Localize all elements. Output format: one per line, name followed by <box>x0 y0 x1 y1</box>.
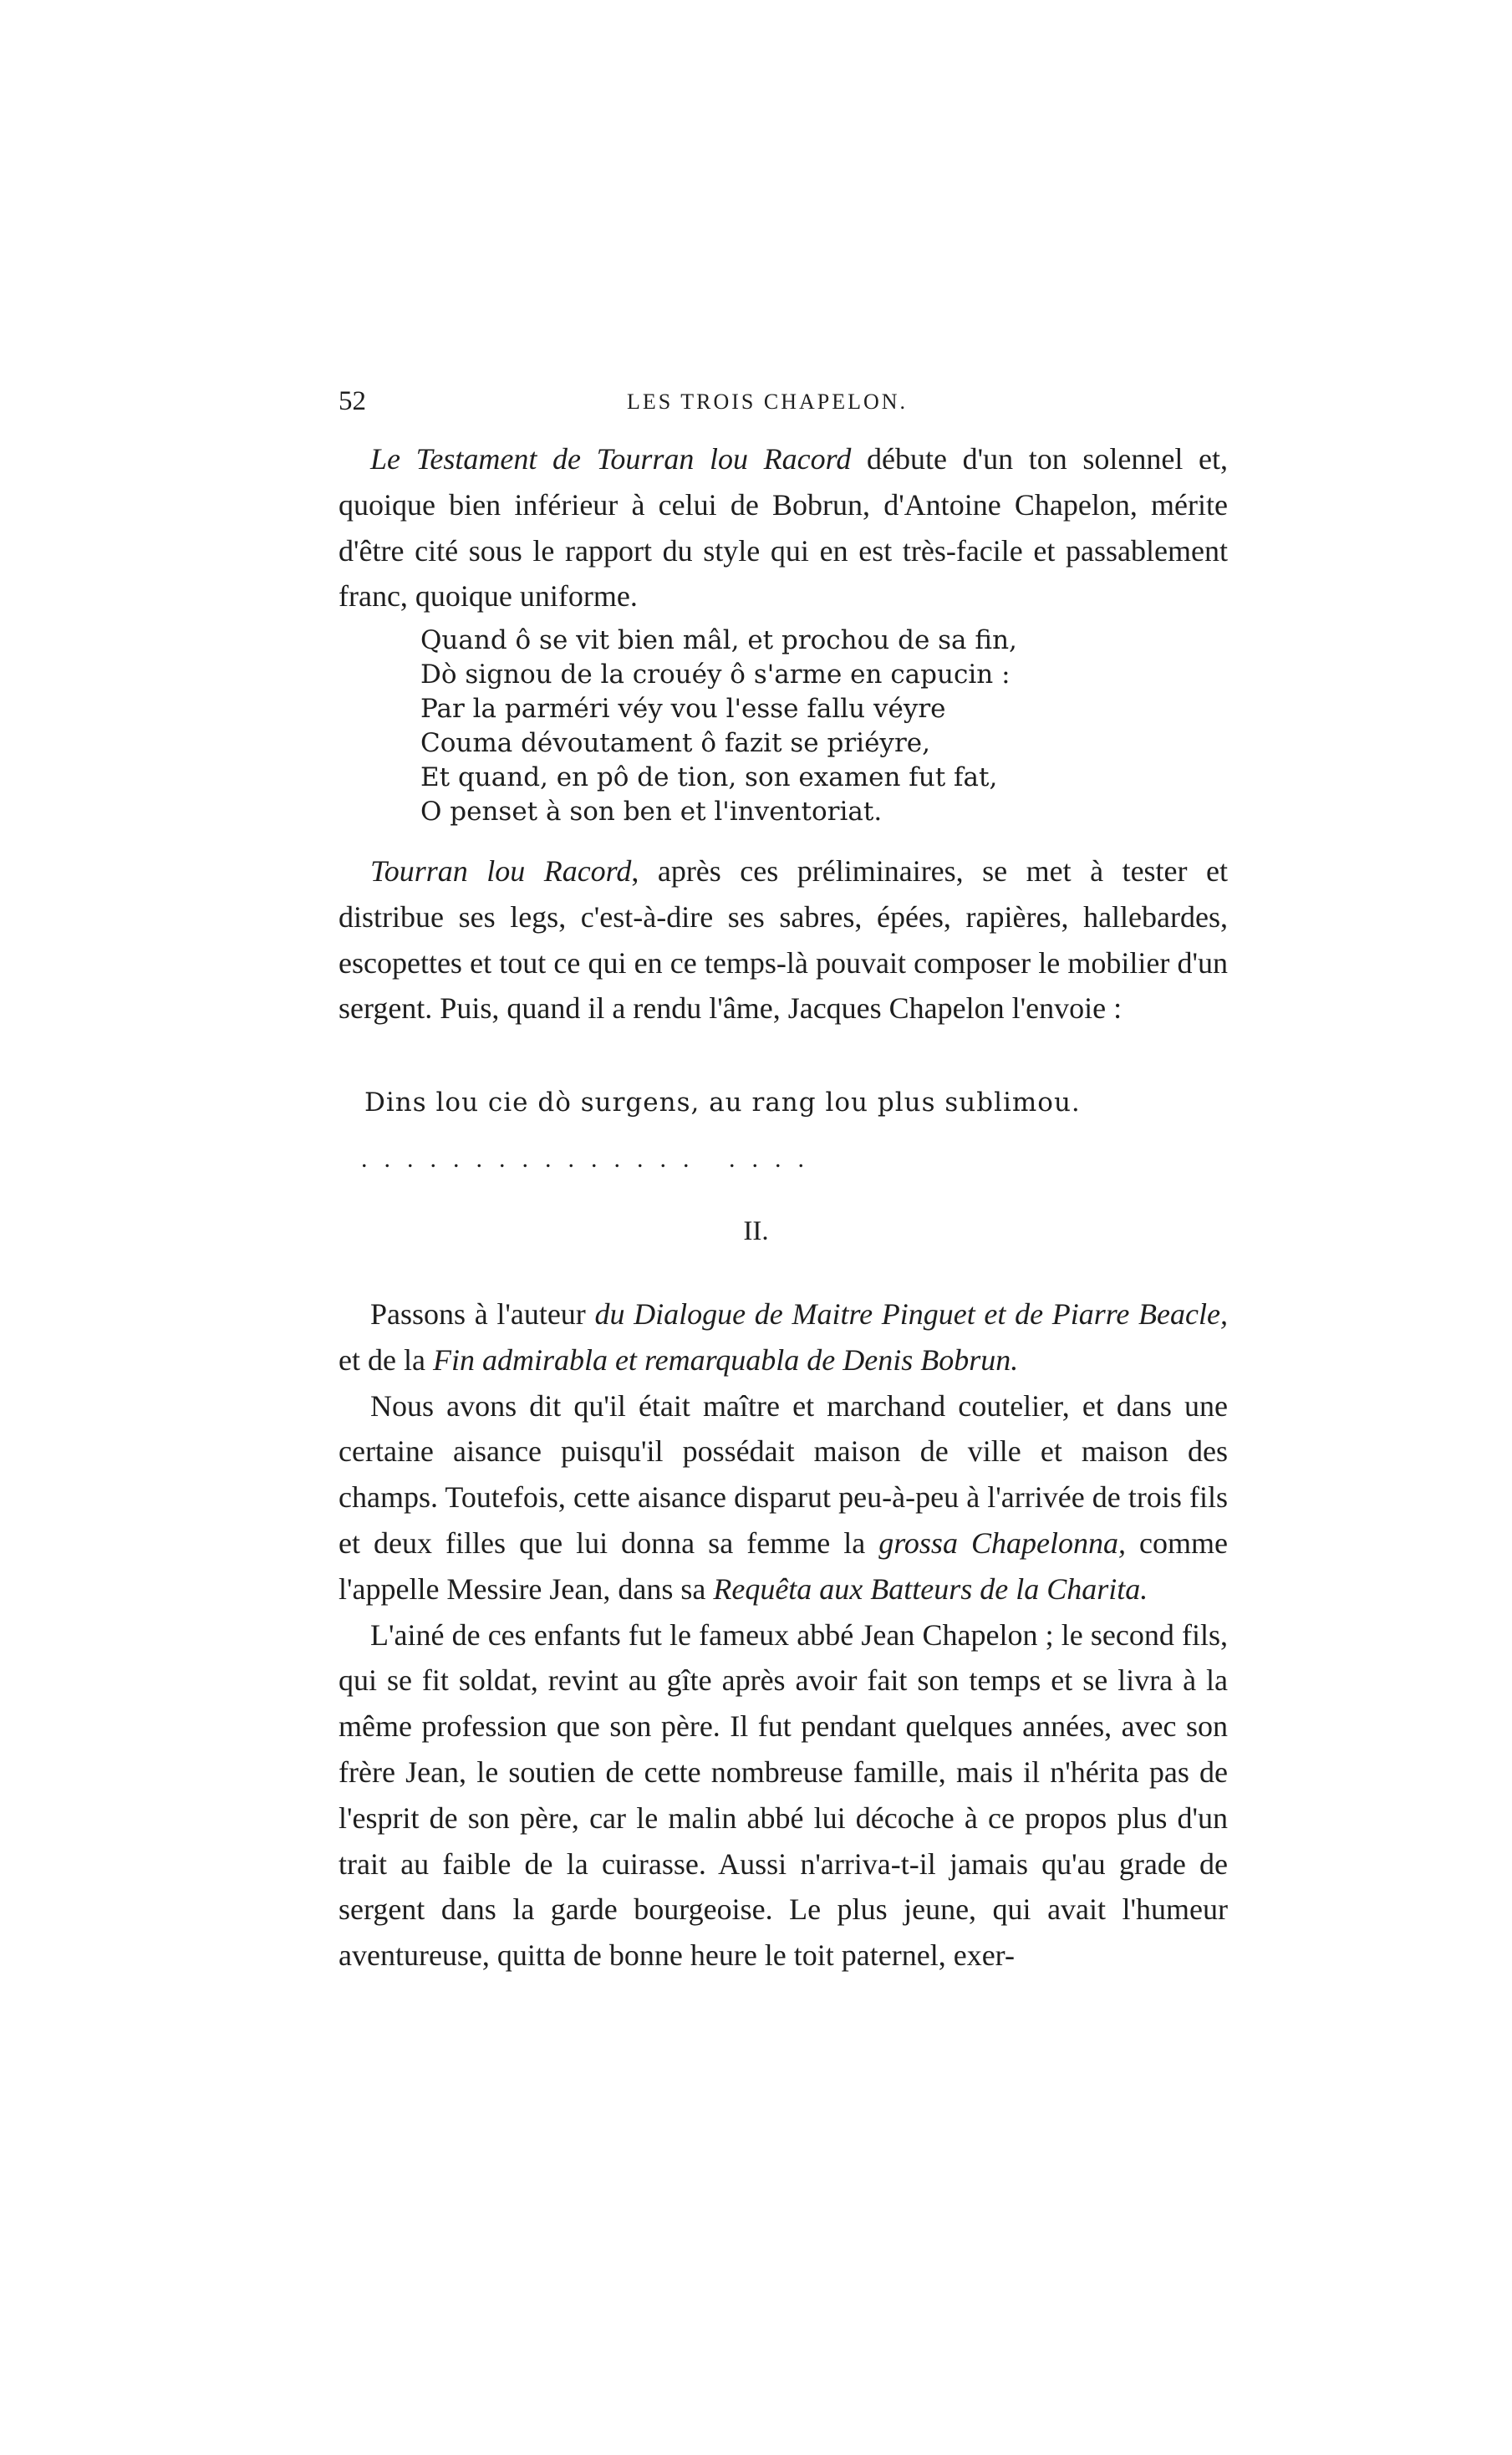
section-2-body <box>339 1291 1228 1979</box>
verse-line: Par la parméri véy vou l'esse fallu véyre <box>420 694 946 724</box>
verse-line: Et quand, en pô de tion, son examen fut fat, <box>420 762 998 792</box>
section-number: II. <box>743 1216 769 1246</box>
work-title: Le Testament de Tourran lou Racord <box>370 442 852 476</box>
paragraph-text: et de la <box>339 1342 433 1377</box>
verse-block-1 <box>420 624 1240 829</box>
ellipsis-line: ............... .... <box>361 1145 821 1173</box>
paragraph-text: débute d'un ton solennel et, quoique bien inférieur à celui de Bobrun, d'Antoine Chapelon, mérite d'être cité sous le rapport du style qui en est très-facile et passablement franc, quoique uniforme. <box>339 442 1229 614</box>
paragraph <box>339 1612 1228 1979</box>
paragraph-text: Nous avons dit qu'il était maître et marchand coutelier, et dans une certaine aisance puisqu'il possédait maison de ville et maison des champs. Toutefois, cette aisance disparut peu-à-peu à l'arrivée de trois fils et deux filles que lui donna sa femme la <box>339 1388 1228 1560</box>
running-head: LES TROIS CHAPELON. <box>627 390 909 414</box>
paragraph-text: comme l'appelle Messire Jean, dans sa <box>339 1525 1228 1606</box>
verse-line: Quand ô se vit bien mâl, et prochou de sa fin, <box>420 625 1017 655</box>
work-title: Fin admirabla et remarquabla de Denis Bobrun. <box>432 1342 1019 1377</box>
paragraph-2 <box>339 848 1228 1031</box>
work-title: Requêta aux Batteurs de la Charita. <box>713 1571 1148 1606</box>
verse-line: O penset à son ben et l'inventoriat. <box>420 797 883 827</box>
character-name: Tourran lou Racord <box>370 854 632 888</box>
verse-line: Dò signou de la crouéy ô s'arme en capucin : <box>420 660 1011 690</box>
italic-phrase: grossa Chapelonna, <box>878 1525 1126 1560</box>
page-number: 52 <box>339 386 366 416</box>
paragraph-text: , après ces préliminaires, se met à tester et distribue ses legs, c'est-à-dire ses sabres, épées, rapières, hallebardes, escopettes et tout ce qui en ce temps-là pouvait composer le mobilier d'un sergent. Puis, quand il a rendu l'âme, Jacques Chapelon l'envoie : <box>339 854 1228 1026</box>
paragraph <box>339 1383 1228 1612</box>
verse-line-single: Dins lou cie dò surgens, au rang lou plus sublimou. <box>364 1087 1081 1118</box>
paragraph-text: L'ainé de ces enfants fut le fameux abbé Jean Chapelon ; le second fils, qui se fit soldat, revint au gîte après avoir fait son temps et se livra à la même profession que son père. Il fut pendant quelques années, avec son frère Jean, le soutien de cette nombreuse famille, mais il n'hérita pas de l'esprit de son père, car le malin abbé lui décoche à ce propos plus d'un trait au faible de la cuirasse. Aussi n'arriva-t-il jamais qu'au grade de sergent dans la garde bourgeoise. Le plus jeune, qui avait l'humeur aventureuse, quitta de bonne heure le toit paternel, exer- <box>339 1617 1228 1973</box>
paragraph <box>339 848 1228 1031</box>
intro-paragraph <box>339 436 1228 619</box>
paragraph-text: Passons à l'auteur <box>370 1297 595 1331</box>
page-header <box>339 386 1224 428</box>
verse-line: Couma dévoutament ô fazit se priéyre, <box>420 728 930 758</box>
paragraph <box>339 436 1228 619</box>
paragraph <box>339 1291 1228 1383</box>
work-title: du Dialogue de Maitre Pinguet et de Piarre Beacle, <box>594 1297 1228 1331</box>
